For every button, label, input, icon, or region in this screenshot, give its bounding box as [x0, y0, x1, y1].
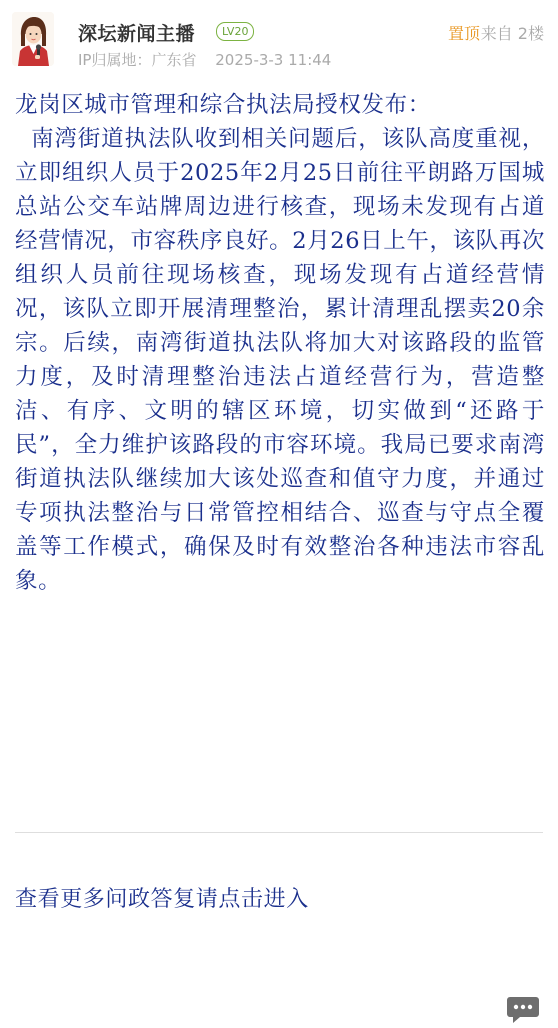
ip-location: IP归属地：广东省	[78, 51, 197, 69]
post-content	[15, 88, 545, 598]
comment-button[interactable]	[506, 996, 540, 1024]
divider	[15, 832, 543, 833]
level-badge: LV20	[216, 22, 254, 41]
post-meta	[78, 49, 345, 70]
content-title: 龙岗区城市管理和综合执法局授权发布：	[15, 92, 431, 118]
more-replies-link[interactable]: 查看更多问政答复请点击进入	[15, 887, 309, 912]
content-body: 南湾街道执法队收到相关问题后，该队高度重视，立即组织人员于2025年2月25日前往平朗路万国城总站公交车站牌周边进行核查，现场未发现有占道经营情况，市容秩序良好。2月26日上午，该队再次组织人员前往现场核查，现场发现有占道经营情况，该队立即开展清理整治，累计清理乱摆卖20余宗。后续，南湾街道执法队将加大对该路段的监管力度，及时清理整治违法占道经营行为，营造整洁、有序、文明的辖区环境，切实做到“还路于民”，全力维护该路段的市容环境。我局已要求南湾街道执法队继续加大该处巡查和值守力度，并通过专项执法整治与日常管控相结合、巡查与守点全覆盖等工作模式，确保及时有效整治各种违法市容乱象。	[15, 126, 545, 594]
avatar[interactable]	[12, 12, 54, 66]
pinned-label: 置顶	[447, 24, 480, 43]
post-timestamp: 2025-3-3 11:44	[215, 51, 332, 69]
avatar-anchor-icon	[12, 12, 54, 66]
author-name[interactable]: 深坛新闻主播	[78, 23, 196, 45]
post-header	[0, 0, 558, 80]
floor-label: 来自 2楼	[480, 24, 544, 43]
comment-bubble-icon	[506, 996, 540, 1024]
